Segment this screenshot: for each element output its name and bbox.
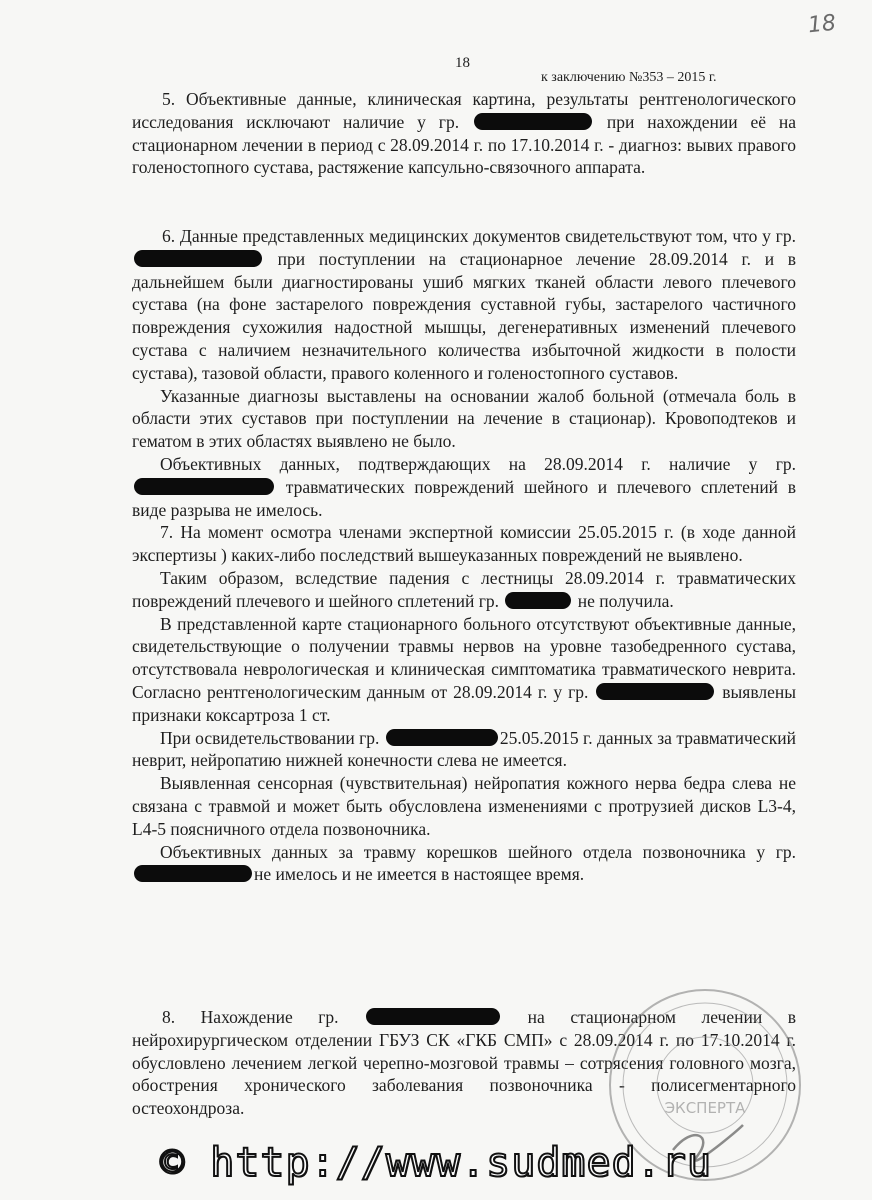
p7e-neuropathy: Выявленная сенсорная (чувствительная) нейропатия кожного нерва бедра слева не связана с травмой и может быть обусловлена изменениями с протрузией дисков L3-4, L4-5 поясничного отдела позвоночника. <box>132 773 796 839</box>
redaction <box>474 113 592 130</box>
handwritten-page-number: 18 <box>806 10 838 39</box>
stamp-text: ЭКСПЕРТА <box>664 1099 746 1117</box>
p7d-part2: 25.05.2015 г. данных за травматический неврит, нейропатию нижней конечности слева не имеется. <box>132 727 796 771</box>
p7c-part1: В представленной карте стационарного больного отсутствуют объективные данные, свидетельствующие о получении травмы нервов на уровне тазобедренного сустава, отсутствовала неврологическая и клиническая симптоматика травматического неврита. Согласно рентгенологическим данным от 28.09.2014 г. у гр. <box>132 613 796 702</box>
redaction <box>134 478 274 495</box>
redaction <box>505 592 571 609</box>
p7c-part2: выявлены признаки коксартроза 1 ст. <box>132 681 797 725</box>
p6c-part1: Объективных данных, подтверждающих на 28.09.2014 г. наличие у гр. <box>160 453 796 474</box>
conclusion-reference: к заключению №353 – 2015 г. <box>541 70 717 85</box>
p7d-part1: При освидетельствовании гр. <box>160 727 380 748</box>
p7f-part2: не имелось и не имеется в настоящее время. <box>254 864 585 885</box>
p7b-part2: не получила. <box>577 590 674 611</box>
p6-part1: 6. Данные представленных медицинских документов свидетельствуют том, что у гр. <box>162 226 796 246</box>
redaction <box>596 683 714 700</box>
p7b-part1: Таким образом, вследствие падения с лестницы 28.09.2014 г. травматических повреждений плечевого и шейного сплетений гр. <box>132 567 796 611</box>
p8-part2: на стационарном лечении в нейрохирургическом отделении ГБУЗ СК «ГКБ СМП» с 28.09.2014 г. по 17.10.2014 г. обусловлено лечением легкой черепно-мозговой травмы – сотрясения головного мозга, обострения хронического заболевания позвоночника - полисегментарного остеохондроза. <box>132 1007 797 1119</box>
p7f-part1: Объективных данных за травму корешков шейного отдела позвоночника у гр. <box>160 841 796 862</box>
redaction <box>134 865 252 882</box>
redaction <box>134 250 262 267</box>
p6c-part2: травматических повреждений шейного и плечевого сплетений в виде разрыва не имелось. <box>132 476 797 520</box>
section-5 <box>132 88 796 179</box>
redaction <box>386 729 498 746</box>
p5-part1: 5. Объективные данные, клиническая картина, результаты рентгенологического исследования исключают наличие у гр. <box>132 89 796 132</box>
p6-part2: при поступлении на стационарное лечение 28.09.2014 г. и в дальнейшем были диагностированы ушиб мягких тканей области левого плечевого сустава (на фоне застарелого повреждения суставной губы, застарелого частичного повреждения сухожилия надостной мышцы, дегенеративных изменений плечевого сустава с наличием незначительного количества избыточной жидкости в полости сустава), тазовой области, правого коленного и голеностопного суставов. <box>132 248 796 383</box>
watermark: © http://www.sudmed.ru <box>160 1140 712 1186</box>
section-6 <box>132 225 796 886</box>
p8-part1: 8. Нахождение гр. <box>162 1007 339 1027</box>
section-7: 7. На момент осмотра членами экспертной комиссии 25.05.2015 г. (в ходе данной экспертизы ) каких-либо последствий вышеуказанных повреждений не выявлено. <box>132 522 796 566</box>
p6-diagnoses-basis: Указанные диагнозы выставлены на основании жалоб больной (отмечала боль в области этих суставов при поступлении на лечение в стационар). Кровоподтеков и гематом в этих областях выявлено не было. <box>132 385 796 452</box>
redaction <box>366 1008 500 1025</box>
p5-part2: при нахождении её на стационарном лечении в период с 28.09.2014 г. по 17.10.2014 г. - диагноз: вывих правого голеностопного сустава, растяжение капсульно-связочного аппарата. <box>132 111 797 178</box>
page-number: 18 <box>455 55 470 71</box>
